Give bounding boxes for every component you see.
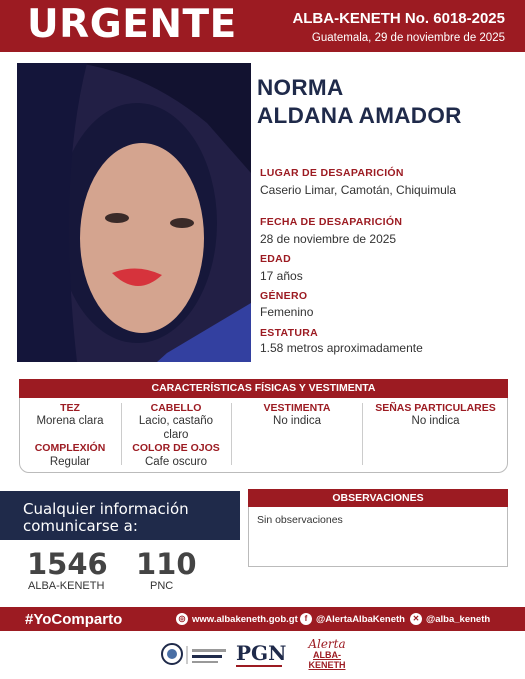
vestimenta-value: No indica (273, 415, 321, 427)
tez-value: Morena clara (36, 415, 104, 427)
edad-label: EDAD (260, 253, 291, 265)
cabello-label: CABELLO (150, 402, 202, 414)
cabello-value-cont: claro (163, 429, 189, 441)
phone-label-pnc: PNC (150, 580, 174, 592)
x-icon: ✕ (410, 613, 422, 625)
contact-line1: Cualquier información (23, 500, 189, 518)
complexion-value: Regular (49, 456, 91, 468)
alerta-alba-keneth-logo (298, 638, 356, 670)
fecha-value: 28 de noviembre de 2025 (260, 232, 397, 246)
footer-bar (0, 607, 525, 631)
facebook-link[interactable] (300, 613, 405, 625)
alerta-logo-script: Alerta (308, 637, 346, 651)
cabello-value: Lacio, castaño (138, 415, 214, 427)
ojos-label: COLOR DE OJOS (132, 442, 220, 454)
genero-value: Femenino (260, 305, 314, 319)
phone-label-alba: ALBA-KENETH (28, 580, 105, 592)
pgn-underline (236, 665, 282, 667)
observations-text: Sin observaciones (257, 514, 343, 526)
pgn-logo-text: PGN (236, 641, 287, 665)
edad-value: 17 años (260, 269, 303, 283)
facebook-icon: f (300, 613, 312, 625)
senas-value: No indica (411, 415, 460, 427)
pgn-logo (236, 638, 286, 670)
alerta-logo-name: ALBA-KENETH (308, 650, 346, 670)
genero-label: GÉNERO (260, 290, 308, 302)
phone-number-pnc[interactable]: 110 (136, 547, 197, 581)
vestimenta-label: VESTIMENTA (263, 402, 331, 414)
fecha-label: FECHA DE DESAPARICIÓN (260, 216, 403, 228)
missing-person-photo (17, 63, 251, 362)
urgent-title: URGENTE (27, 2, 237, 47)
contact-line2: comunicarse a: (23, 517, 138, 535)
twitter-text: @alba_keneth (426, 613, 491, 625)
facebook-text: @AlertaAlbaKeneth (316, 613, 405, 625)
government-seal-logo (160, 638, 228, 670)
person-name-last: ALDANA AMADOR (257, 103, 462, 128)
case-date: Guatemala, 29 de noviembre de 2025 (311, 32, 505, 44)
person-name (257, 74, 462, 130)
person-name-first: NORMA (257, 75, 344, 100)
ojos-value: Cafe oscuro (144, 456, 207, 468)
complexion-label: COMPLEXIÓN (34, 442, 106, 454)
lugar-label: LUGAR DE DESAPARICIÓN (260, 167, 404, 179)
globe-icon: ◎ (176, 613, 188, 625)
case-number: ALBA-KENETH No. 6018-2025 (292, 10, 505, 27)
characteristics-title: CARACTERÍSTICAS FÍSICAS Y VESTIMENTA (19, 379, 508, 398)
lugar-value: Caserio Limar, Camotán, Chiquimula (260, 183, 457, 197)
tez-label: TEZ (60, 402, 80, 414)
hashtag: #YoComparto (25, 611, 123, 628)
estatura-value: 1.58 metros aproximadamente (260, 341, 423, 355)
estatura-label: ESTATURA (260, 327, 319, 339)
website-link[interactable] (176, 613, 298, 625)
header-bar (0, 0, 525, 52)
senas-label: SEÑAS PARTICULARES (375, 402, 496, 414)
website-text: www.albakeneth.gob.gt (192, 613, 298, 625)
twitter-link[interactable] (410, 613, 490, 625)
contact-box (0, 491, 240, 540)
phone-number-alba[interactable]: 1546 (27, 547, 108, 581)
observations-title: OBSERVACIONES (248, 489, 508, 507)
